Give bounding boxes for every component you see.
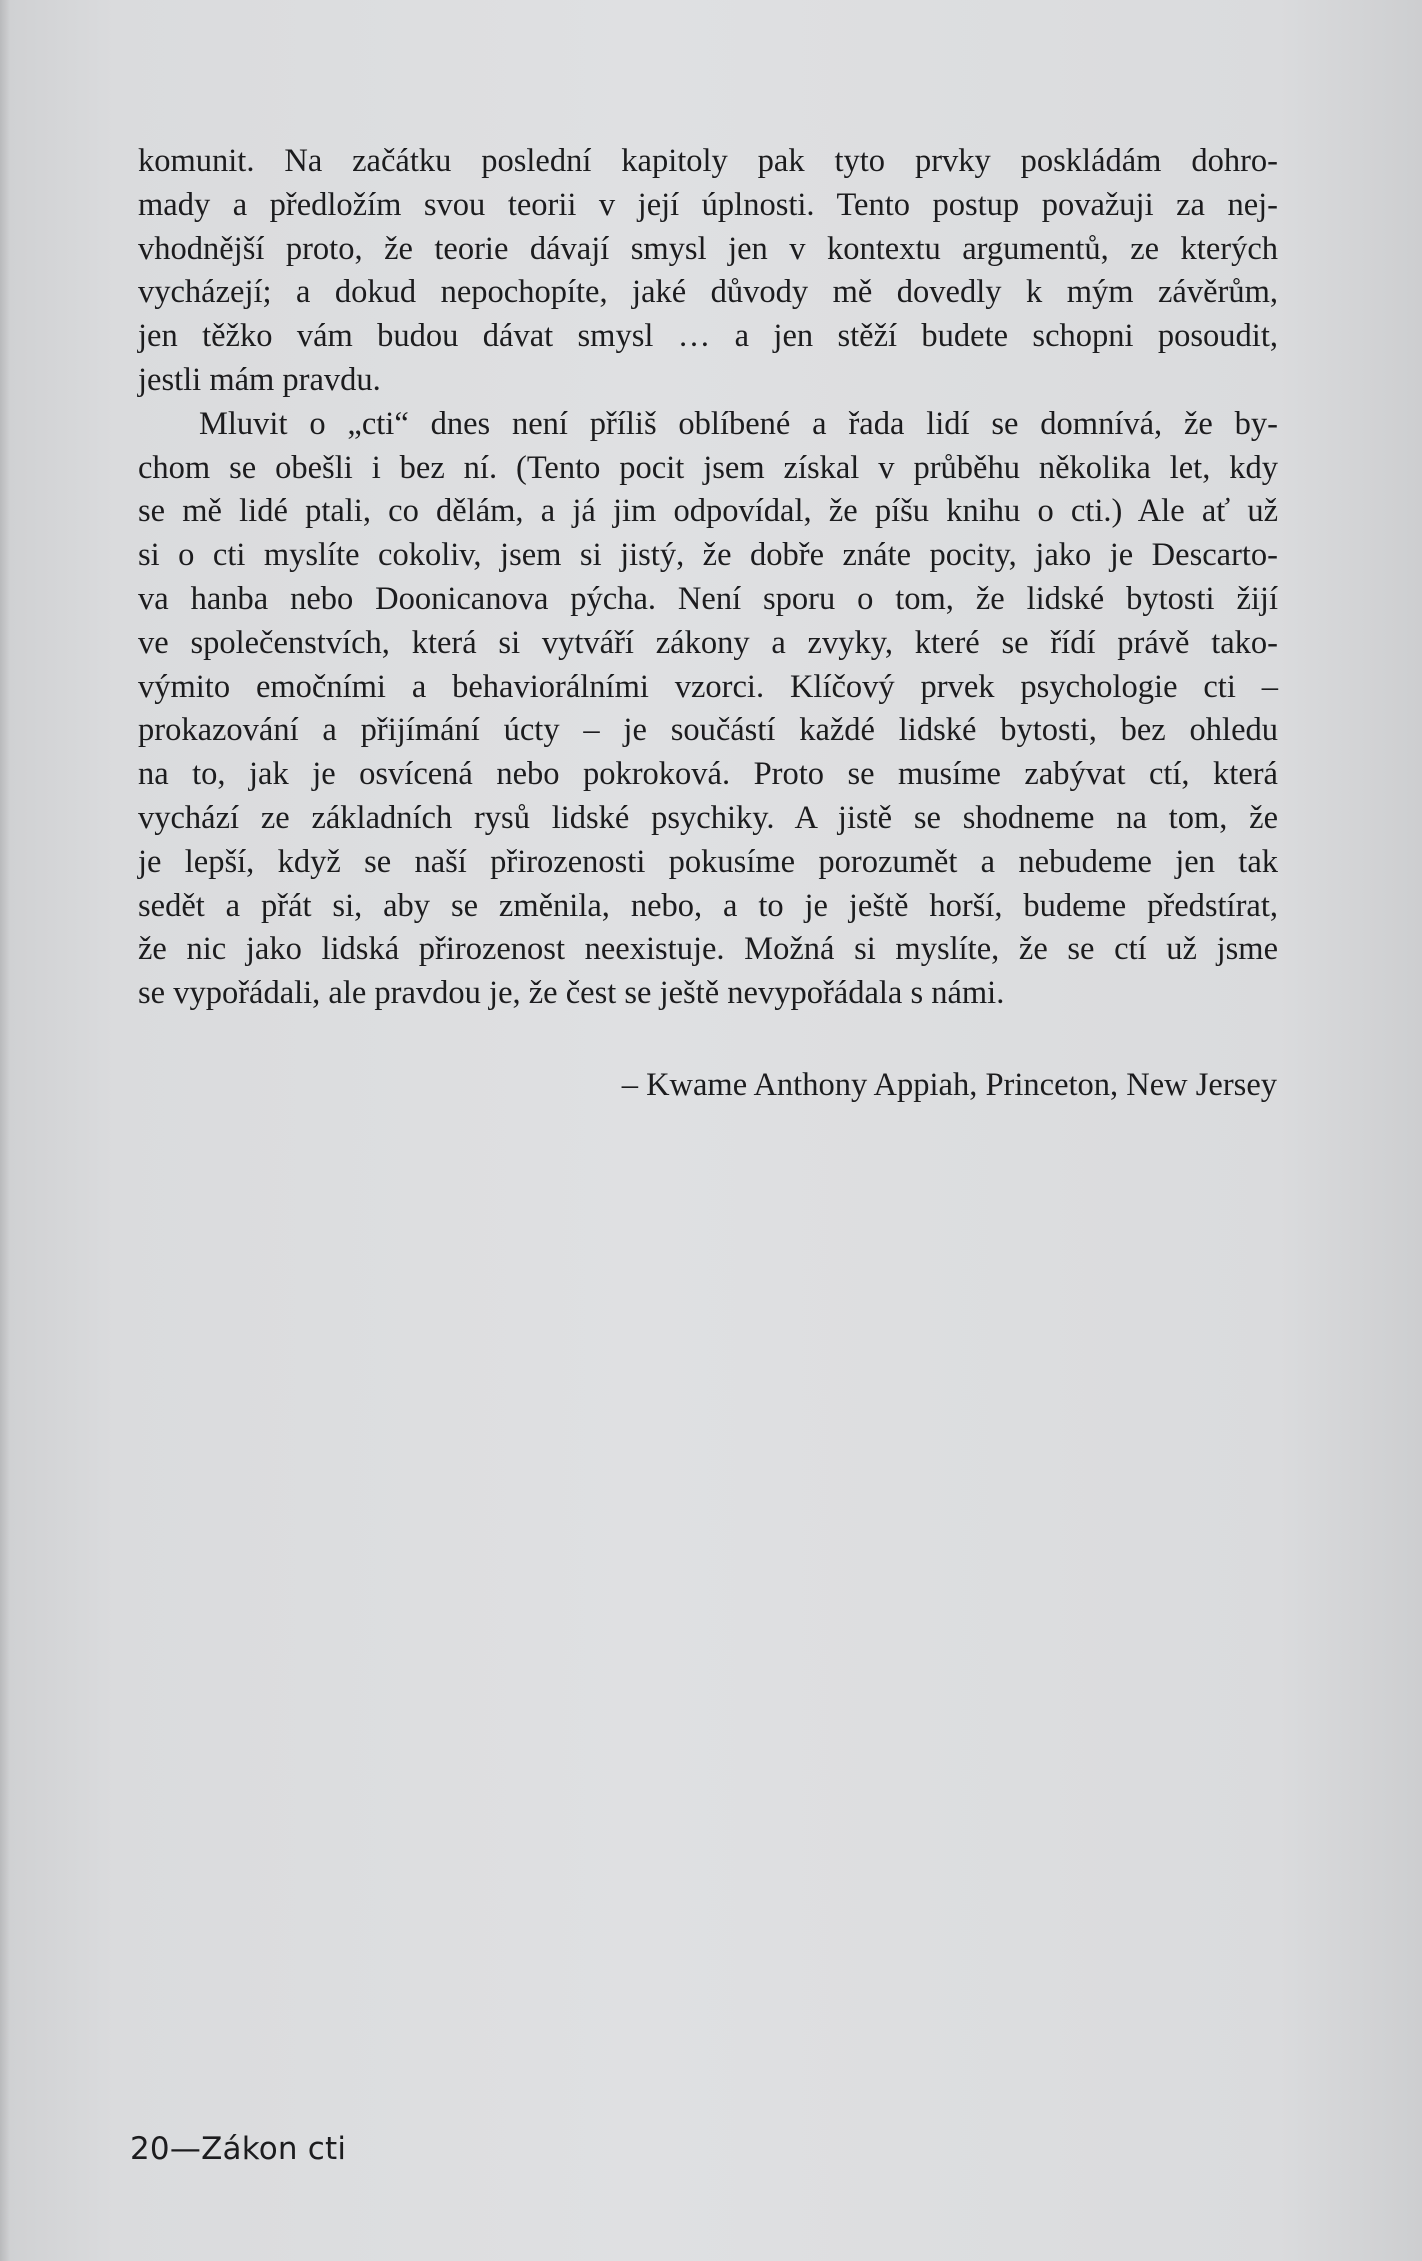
text-line: komunit. Na začátku poslední kapitoly pak tyto prvky poskládám dohro-	[138, 143, 1278, 179]
text-line: se vypořádali, ale pravdou je, že čest se ještě nevypořádala s námi.	[138, 975, 1005, 1012]
author-signature: – Kwame Anthony Appiah, Princeton, New Jersey	[621, 1067, 1277, 1103]
text-line: mady a předložím svou teorii v její úplnosti. Tento postup považuji za nej-	[138, 186, 1278, 223]
text-line: vychází ze základních rysů lidské psychiky. A jistě se shodneme na tom, že	[138, 799, 1278, 836]
text-line: si o cti myslíte cokoliv, jsem si jistý, že dobře znáte pocity, jako je Descarto-	[138, 537, 1278, 574]
paragraph-1	[138, 140, 1278, 403]
text-line: že nic jako lidská přirozenost neexistuje. Možná si myslíte, že se ctí už jsme	[138, 931, 1278, 968]
text-line: se mě lidé ptali, co dělám, a já jim odpovídal, že píšu knihu o cti.) Ale ať už	[138, 493, 1278, 530]
text-line: va hanba nebo Doonicanova pýcha. Není sporu o tom, že lidské bytosti žijí	[138, 580, 1278, 617]
text-line: ve společenstvích, která si vytváří zákony a zvyky, které se řídí právě tako-	[138, 624, 1278, 661]
page-footer	[130, 2131, 346, 2167]
book-title: Zákon cti	[201, 2131, 347, 2167]
text-line: jestli mám pravdu.	[138, 361, 381, 398]
page-number: 20	[130, 2131, 170, 2167]
page-edge-shadow	[0, 0, 10, 2261]
text-line: Mluvit o „cti“ dnes není příliš oblíbené a řada lidí se domnívá, že by-	[199, 405, 1278, 442]
paragraph-2	[138, 403, 1278, 1016]
text-line: chom se obešli i bez ní. (Tento pocit jsem získal v průběhu několika let, kdy	[138, 449, 1278, 486]
text-line: prokazování a přijímání úcty – je součástí každé lidské bytosti, bez ohledu	[138, 712, 1278, 749]
text-line: sedět a přát si, aby se změnila, nebo, a to je ještě horší, budeme předstírat,	[138, 887, 1278, 924]
footer-separator: —	[169, 2131, 202, 2167]
text-line: je lepší, když se naší přirozenosti pokusíme porozumět a nebudeme jen tak	[138, 843, 1278, 880]
text-line: výmito emočními a behaviorálními vzorci. Klíčový prvek psychologie cti –	[138, 668, 1278, 705]
text-line: na to, jak je osvícená nebo pokroková. Proto se musíme zabývat ctí, která	[138, 756, 1278, 793]
body-text	[138, 140, 1278, 1016]
text-line: jen těžko vám budou dávat smysl … a jen stěží budete schopni posoudit,	[138, 318, 1278, 355]
text-line: vhodnější proto, že teorie dávají smysl jen v kontextu argumentů, ze kterých	[138, 230, 1278, 267]
text-line: vycházejí; a dokud nepochopíte, jaké důvody mě dovedly k mým závěrům,	[138, 274, 1278, 311]
